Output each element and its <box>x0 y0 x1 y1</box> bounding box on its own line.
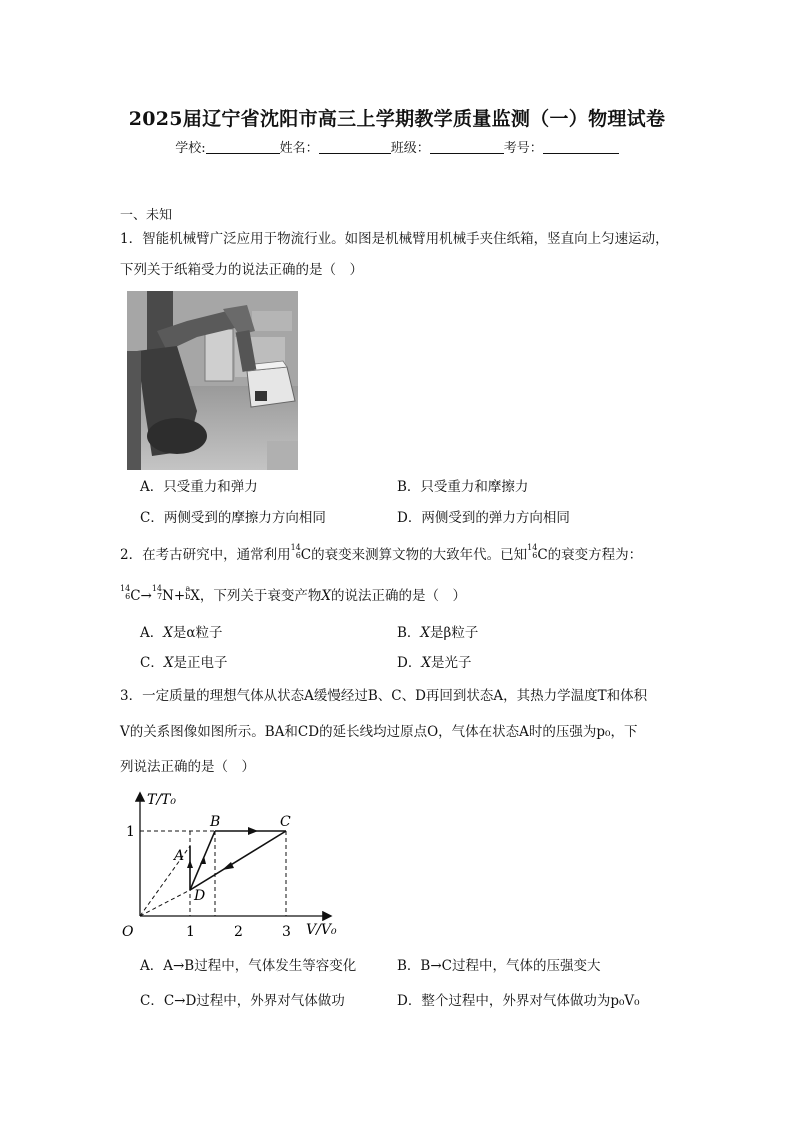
paper-title: 2025届辽宁省沈阳市高三上学期教学质量监测（一）物理试卷 <box>128 108 666 130</box>
q2-c-text: 是正电子 <box>173 655 228 671</box>
point-a-label: A <box>174 848 185 864</box>
x-tick-2: 2 <box>234 924 243 940</box>
q3-option-c[interactable]: C．C→D过程中，外界对气体做功 <box>140 993 345 1009</box>
eq-arrow: → <box>140 588 152 604</box>
x-tick-1: 1 <box>186 924 195 940</box>
q3-option-d[interactable]: D．整个过程中，外界对气体做功为p₀V₀ <box>397 993 640 1009</box>
q2-d-text: 是光子 <box>430 655 472 671</box>
c14-nuclide-sup-2 <box>527 544 537 560</box>
q2-line1-part-c: C的衰变方程为： <box>537 547 643 563</box>
origin-label: O <box>122 924 134 940</box>
q2-line1-part-a: 2．在考古研究中，通常利用 <box>120 547 291 563</box>
c14-z-2: 6 <box>532 551 538 560</box>
q2-a-pre: A． <box>140 625 164 641</box>
q1-option-c[interactable]: C．两侧受到的摩擦力方向相同 <box>140 510 326 526</box>
q3-option-b[interactable]: B．B→C过程中，气体的压强变大 <box>397 958 601 974</box>
q2-b-var: X <box>420 625 431 641</box>
q2-option-b[interactable] <box>397 623 478 643</box>
school-label: 学校: <box>175 141 206 156</box>
class-label: 班级： <box>390 141 430 156</box>
robot-arm-photo <box>127 291 298 470</box>
q2-line2-text-b: 的说法正确的是（ ） <box>331 588 467 604</box>
eq-c-nuclide <box>120 585 130 601</box>
eq-c: C <box>130 588 141 604</box>
q3-line3: 列说法正确的是（ ） <box>120 759 255 775</box>
q2-d-var: X <box>421 655 431 671</box>
q3-line1: 3．一定质量的理想气体从状态A缓慢经过B、C、D再回到状态A，其热力学温度T和体积 <box>120 688 648 704</box>
name-blank[interactable] <box>319 139 391 154</box>
point-c-label: C <box>280 814 291 830</box>
eq-n: N+ <box>162 588 186 604</box>
point-b-label: B <box>210 814 221 830</box>
id-label: 考号： <box>503 141 543 156</box>
y-tick-1: 1 <box>126 824 135 840</box>
eq-n-z: 7 <box>156 592 163 601</box>
eq-x-z: b <box>185 592 191 601</box>
q2-b-pre: B． <box>397 625 421 641</box>
eq-n-nuclide <box>152 585 162 601</box>
eq-x: X <box>190 588 200 604</box>
q3-line2: V的关系图像如图所示。BA和CD的延长线均过原点O，气体在状态A时的压强为p₀，下 <box>120 724 638 740</box>
c14-mass: 14 <box>290 543 301 552</box>
q2-c-var: X <box>163 655 174 671</box>
x-tick-3: 3 <box>282 924 291 940</box>
point-d-label: D <box>194 888 206 904</box>
eq-x-mass: a <box>185 584 191 593</box>
q1-option-b[interactable]: B．只受重力和摩擦力 <box>397 479 529 495</box>
q2-line1 <box>120 544 642 565</box>
name-label: 姓名： <box>279 141 319 156</box>
q2-c-pre: C． <box>140 655 164 671</box>
c14-z: 6 <box>295 551 301 560</box>
q2-a-var: X <box>163 625 173 641</box>
y-axis-label: T/T₀ <box>147 792 177 808</box>
q1-option-d[interactable]: D．两侧受到的弹力方向相同 <box>397 510 570 526</box>
q2-option-a[interactable] <box>140 623 223 643</box>
q2-d-pre: D． <box>397 655 422 671</box>
q2-line1-part-b: C的衰变来测算文物的大致年代。已知 <box>300 547 528 563</box>
q1-option-a[interactable]: A．只受重力和弹力 <box>140 479 258 495</box>
q2-option-c[interactable] <box>140 653 227 673</box>
school-blank[interactable] <box>206 139 280 154</box>
eq-n-mass: 14 <box>151 584 163 593</box>
q2-a-text: 是α粒子 <box>172 625 223 641</box>
q1-line2: 下列关于纸箱受力的说法正确的是（ ） <box>120 262 363 278</box>
q1-line1: 1．智能机械臂广泛应用于物流行业。如图是机械臂用机械手夹住纸箱，竖直向上匀速运动， <box>120 231 669 247</box>
class-blank[interactable] <box>430 139 504 154</box>
q2-b-text: 是β粒子 <box>430 625 479 641</box>
eq-c-mass: 14 <box>120 584 131 593</box>
x-axis-label: V/V₀ <box>306 922 337 938</box>
c14-nuclide-sup <box>291 544 301 560</box>
section-heading: 一、未知 <box>120 208 173 223</box>
student-info-line <box>0 137 794 156</box>
q2-line2 <box>120 585 466 606</box>
q2-line2-var: X <box>321 588 332 604</box>
tv-graph <box>118 786 342 946</box>
q2-option-d[interactable] <box>397 653 471 673</box>
q2-line2-text-a: ，下列关于衰变产物 <box>199 588 322 604</box>
eq-c-z: 6 <box>125 592 131 601</box>
q3-option-a[interactable]: A．A→B过程中，气体发生等容变化 <box>140 958 357 974</box>
id-blank[interactable] <box>543 139 619 154</box>
c14-mass-2: 14 <box>527 543 538 552</box>
